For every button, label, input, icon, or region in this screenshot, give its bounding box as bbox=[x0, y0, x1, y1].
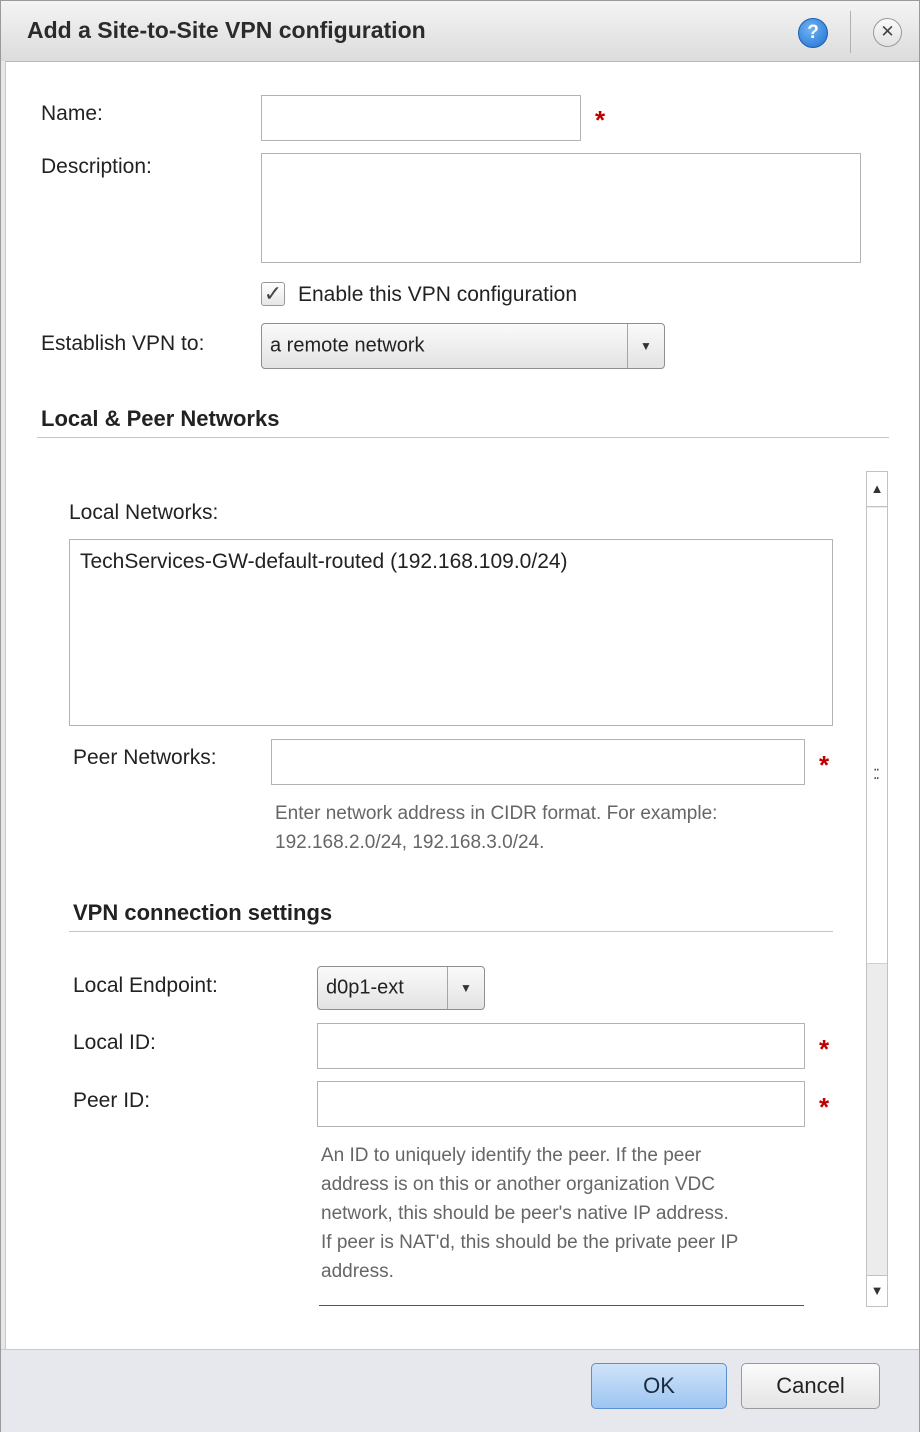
establish-vpn-select[interactable] bbox=[261, 323, 665, 369]
establish-vpn-value: a remote network bbox=[270, 334, 425, 357]
peer-id-input[interactable] bbox=[317, 1081, 805, 1127]
scroll-down-icon[interactable]: ▼ bbox=[867, 1275, 887, 1306]
list-item[interactable]: TechServices-GW-default-routed (192.168.109.0/24) bbox=[80, 550, 568, 573]
ok-button[interactable]: OK bbox=[591, 1363, 727, 1409]
establish-vpn-label: Establish VPN to: bbox=[41, 332, 205, 355]
local-id-required-marker: * bbox=[819, 1034, 830, 1064]
dialog-title: Add a Site-to-Site VPN configuration bbox=[27, 17, 426, 43]
vpn-settings-section-title: VPN connection settings bbox=[73, 900, 333, 925]
description-label: Description: bbox=[41, 155, 152, 178]
titlebar-divider bbox=[850, 11, 851, 53]
local-endpoint-label: Local Endpoint: bbox=[73, 974, 218, 997]
peer-id-hint-line2: address is on this or another organization VDC bbox=[321, 1174, 715, 1195]
enable-vpn-label[interactable]: Enable this VPN configuration bbox=[298, 283, 577, 306]
chevron-down-icon: ▼ bbox=[640, 339, 652, 353]
establish-vpn-dropdown-button[interactable] bbox=[627, 324, 664, 368]
section-divider bbox=[69, 931, 833, 932]
name-label: Name: bbox=[41, 102, 103, 125]
field-underline bbox=[319, 1305, 804, 1306]
check-icon: ✓ bbox=[263, 281, 283, 306]
dialog-titlebar bbox=[1, 1, 919, 62]
name-input[interactable] bbox=[261, 95, 581, 141]
scrollbar-thumb[interactable] bbox=[867, 508, 887, 964]
peer-networks-input[interactable] bbox=[271, 739, 805, 785]
section-divider bbox=[37, 437, 889, 438]
scroll-up-icon[interactable]: ▲ bbox=[867, 472, 887, 507]
peer-id-hint-line4: If peer is NAT'd, this should be the private peer IP bbox=[321, 1232, 739, 1253]
local-networks-label: Local Networks: bbox=[69, 501, 219, 524]
peer-networks-required-marker: * bbox=[819, 750, 830, 780]
local-id-input[interactable] bbox=[317, 1023, 805, 1069]
peer-networks-label: Peer Networks: bbox=[73, 746, 217, 769]
peer-id-hint-line5: address. bbox=[321, 1261, 394, 1282]
peer-id-label: Peer ID: bbox=[73, 1089, 151, 1112]
chevron-down-icon: ▼ bbox=[460, 981, 472, 995]
peer-networks-hint-line1: Enter network address in CIDR format. For example: bbox=[275, 803, 718, 824]
local-endpoint-value: d0p1-ext bbox=[326, 976, 404, 999]
enable-vpn-checkbox[interactable] bbox=[261, 282, 285, 306]
dialog-left-edge bbox=[1, 61, 6, 1351]
local-endpoint-dropdown-button[interactable] bbox=[447, 967, 484, 1009]
local-id-label: Local ID: bbox=[73, 1031, 156, 1054]
local-endpoint-select[interactable] bbox=[317, 966, 485, 1010]
description-textarea[interactable] bbox=[261, 153, 861, 263]
peer-networks-hint-line2: 192.168.2.0/24, 192.168.3.0/24. bbox=[275, 832, 545, 853]
help-icon[interactable]: ? bbox=[798, 18, 828, 48]
peer-id-required-marker: * bbox=[819, 1092, 830, 1122]
grip-icon: ⁚⁚ bbox=[873, 766, 878, 782]
name-required-marker: * bbox=[595, 105, 606, 135]
peer-id-hint-line1: An ID to uniquely identify the peer. If the peer bbox=[321, 1145, 702, 1166]
peer-id-hint-line3: network, this should be peer's native IP address. bbox=[321, 1203, 729, 1224]
scrollbar[interactable] bbox=[866, 471, 888, 1307]
cancel-button[interactable]: Cancel bbox=[741, 1363, 880, 1409]
close-icon[interactable]: ✕ bbox=[873, 18, 902, 47]
local-networks-listbox[interactable] bbox=[69, 539, 833, 726]
local-peer-section-title: Local & Peer Networks bbox=[41, 406, 280, 431]
